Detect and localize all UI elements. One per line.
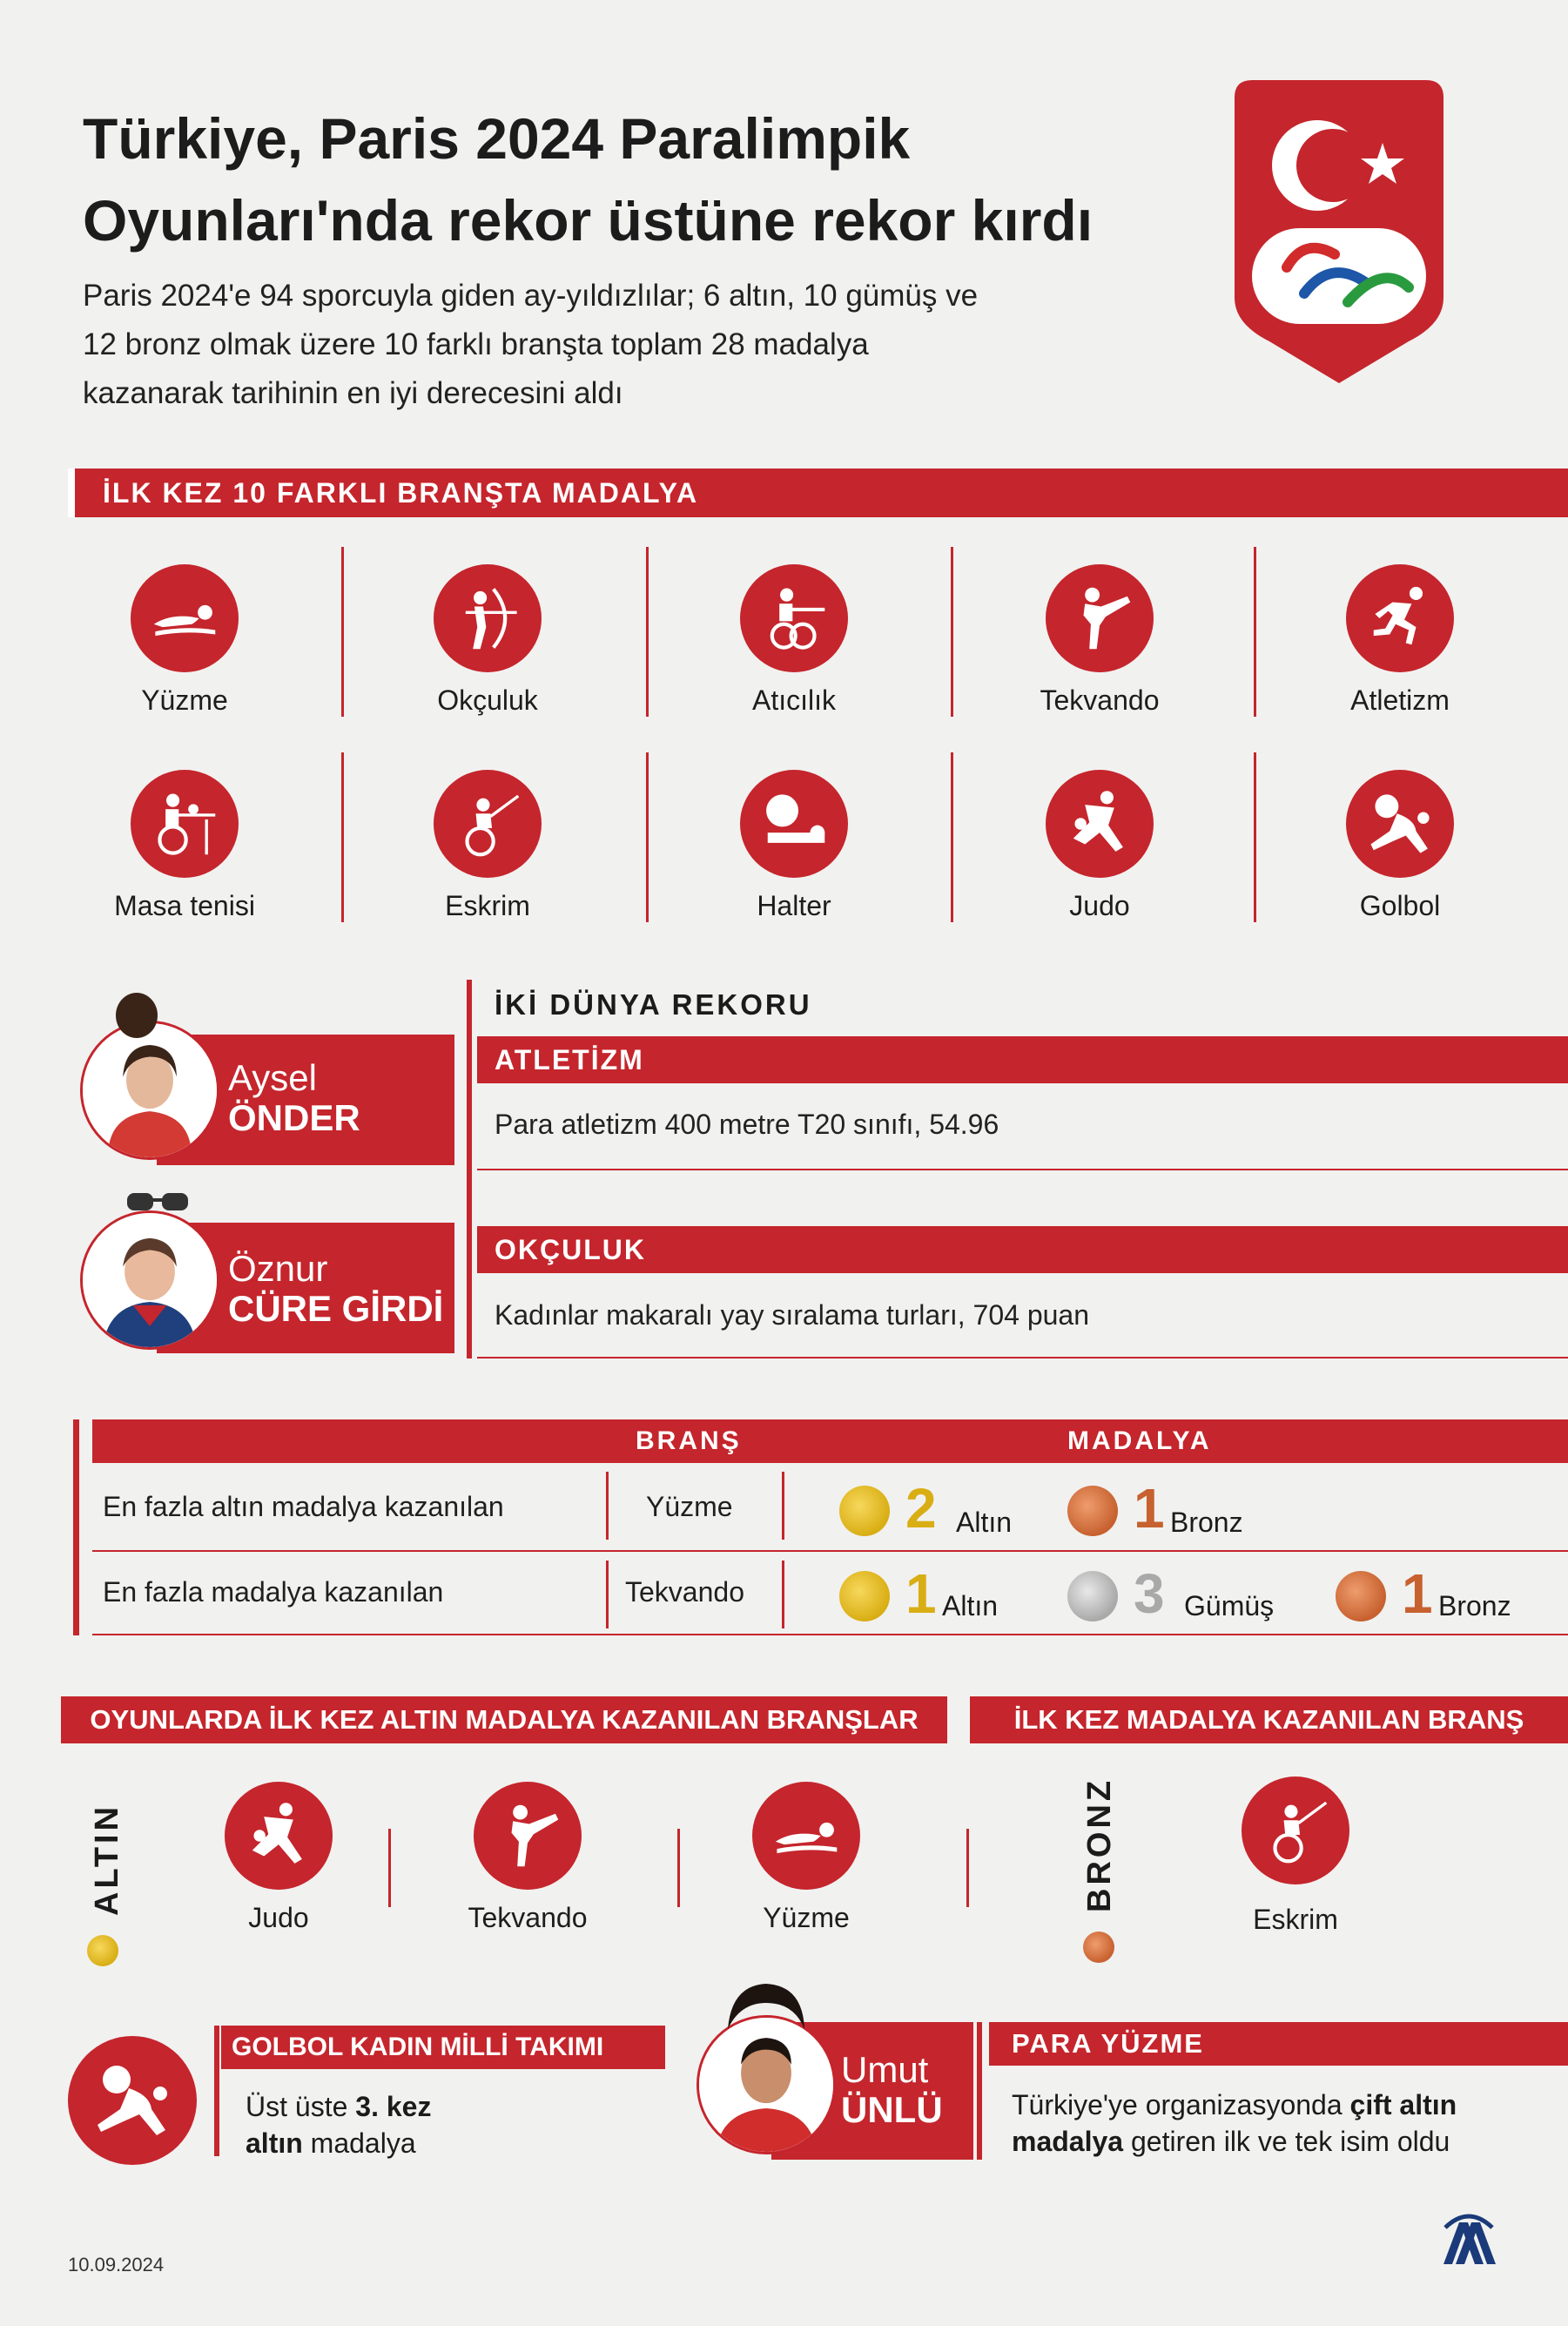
swimmer-photo	[697, 2015, 836, 2154]
goalball-icon	[68, 2036, 197, 2165]
goalball-icon	[1346, 770, 1454, 878]
record-description: Kadınlar makaralı yay sıralama turları, 704 puan	[495, 1299, 1089, 1331]
branch-label: Atıcılık	[751, 684, 836, 716]
first-gold-taekwondo	[374, 1782, 681, 1934]
branch-label: Tekvando	[1040, 684, 1160, 716]
anadolu-agency-logo	[1440, 2210, 1497, 2266]
records-heading: İKİ DÜNYA REKORU	[495, 988, 812, 1021]
branches-heading	[68, 469, 1568, 517]
swimming-icon	[131, 564, 239, 672]
goalball-bar	[214, 2026, 219, 2156]
record-underline	[477, 1169, 1568, 1170]
athletics-icon	[1346, 564, 1454, 672]
swimmer-name	[841, 2050, 943, 2130]
title-line-2: Oyunları'nda rekor üstüne rekor kırdı	[83, 188, 1094, 253]
branch-athletics	[1247, 564, 1553, 717]
swimmer-last-name: ÜNLÜ	[841, 2089, 943, 2130]
gold-word: Altın	[942, 1590, 999, 1621]
goalball-heading	[221, 2026, 665, 2069]
fencing-icon	[434, 770, 542, 878]
athlete-last-name: ÖNDER	[228, 1097, 360, 1138]
branch-swimming	[31, 564, 338, 717]
fencing-icon	[1242, 1777, 1349, 1884]
branch-label: Judo	[248, 1902, 309, 1933]
swimming-icon	[752, 1782, 860, 1890]
intro-line-3: kazanarak tarihinin en iyi derecesini aldı	[83, 376, 623, 410]
branch-label: Halter	[757, 890, 831, 921]
record-description: Para atletizm 400 metre T20 sınıfı, 54.96	[495, 1109, 999, 1140]
first-medal-heading-text: İLK KEZ MADALYA KAZANILAN BRANŞ	[1013, 1704, 1524, 1735]
athlete-name	[228, 1249, 443, 1329]
col-medal-header: MADALYA	[1067, 1426, 1212, 1455]
bronze-medal-icon	[1336, 1571, 1386, 1621]
bronze-word: Bronz	[1170, 1507, 1243, 1538]
branch-label: Eskrim	[1253, 1904, 1338, 1935]
judo-icon	[225, 1782, 333, 1890]
records-vertical-bar	[467, 980, 472, 1359]
branch-judo	[946, 770, 1253, 922]
turkish-paralympic-committee-logo	[1235, 80, 1444, 383]
swim-text-bold: çift altın	[1349, 2089, 1457, 2120]
shooting-icon	[740, 564, 848, 672]
record-underline	[477, 1357, 1568, 1359]
branch-fencing	[334, 770, 641, 922]
athlete-photo-oznur	[80, 1210, 219, 1350]
table-row-branch: Yüzme	[646, 1491, 733, 1522]
gold-vertical-label: ALTIN	[89, 1803, 125, 1916]
table-row-label: En fazla altın madalya kazanılan	[103, 1491, 504, 1522]
intro-text	[83, 272, 1127, 418]
record-sport-label: ATLETİZM	[495, 1044, 644, 1075]
first-gold-heading-text: OYUNLARDA İLK KEZ ALTIN MADALYA KAZANILAN BRANŞLAR	[90, 1704, 919, 1735]
athlete-name	[228, 1058, 360, 1138]
goalball-text-bold: altın	[246, 2127, 303, 2159]
taekwondo-icon	[474, 1782, 582, 1890]
first-medal-heading	[970, 1696, 1568, 1743]
swim-text-pre: Türkiye'ye organizasyonda	[1012, 2089, 1350, 2120]
table-row-divider	[92, 1550, 1568, 1552]
swim-bar	[977, 2022, 982, 2160]
intro-line-1: Paris 2024'e 94 sporcuyla giden ay-yıldızlılar; 6 altın, 10 gümüş ve	[83, 279, 979, 313]
first-gold-heading	[61, 1696, 947, 1743]
athlete-last-name: CÜRE GİRDİ	[228, 1288, 444, 1329]
swim-heading	[989, 2022, 1568, 2066]
branch-label: Eskrim	[445, 890, 530, 921]
table-col-divider	[782, 1561, 784, 1628]
table-bottom-line	[92, 1634, 1568, 1635]
table-col-divider	[606, 1472, 609, 1540]
table-row-branch: Tekvando	[625, 1576, 744, 1608]
page-title	[83, 98, 1215, 261]
athlete-photo-aysel	[80, 1021, 219, 1160]
hair-bun	[113, 986, 160, 1038]
goalball-text-pre: Üst üste	[246, 2091, 356, 2122]
athlete-first-name: Aysel	[228, 1057, 317, 1098]
record-sport-band-1	[477, 1036, 1568, 1083]
goalball-text-post: madalya	[302, 2127, 416, 2159]
title-line-1: Türkiye, Paris 2024 Paralimpik	[83, 106, 911, 171]
divider	[966, 1829, 969, 1907]
branches-heading-text: İLK KEZ 10 FARKLI BRANŞTA MADALYA	[103, 477, 699, 509]
branch-label: Yüzme	[141, 684, 228, 716]
branch-label: Tekvando	[468, 1902, 588, 1933]
intro-line-2: 12 bronz olmak üzere 10 farklı branşta toplam 28 madalya	[83, 327, 869, 361]
powerlifting-icon	[740, 770, 848, 878]
gold-count: 2	[905, 1477, 937, 1540]
branch-shooting	[641, 564, 947, 717]
record-sport-band-2	[477, 1226, 1568, 1273]
first-gold-swimming	[653, 1782, 959, 1934]
branch-label: Golbol	[1359, 890, 1441, 921]
table-tennis-icon	[131, 770, 239, 878]
branch-label: Okçuluk	[437, 684, 538, 716]
branch-taekwondo	[946, 564, 1253, 717]
table-col-divider	[606, 1561, 609, 1628]
bronze-vertical-label: BRONZ	[1081, 1777, 1118, 1912]
gold-count: 1	[905, 1562, 937, 1625]
bronze-medal-icon	[1067, 1486, 1118, 1536]
branch-label: Judo	[1069, 890, 1130, 921]
branch-table-tennis	[31, 770, 338, 922]
table-col-divider	[782, 1472, 784, 1540]
silver-word: Gümüş	[1184, 1590, 1275, 1621]
col-branch-header: BRANŞ	[636, 1426, 742, 1455]
swim-heading-text: PARA YÜZME	[1012, 2028, 1204, 2059]
heading-notch	[68, 469, 75, 517]
record-sport-label: OKÇULUK	[495, 1234, 646, 1265]
silver-medal-icon	[1067, 1571, 1118, 1621]
swimmer-first-name: Umut	[841, 2049, 929, 2090]
first-medal-fencing	[1142, 1777, 1449, 1936]
branch-label: Masa tenisi	[114, 890, 255, 921]
goalball-text-bold: 3. kez	[355, 2091, 432, 2122]
goalball-heading-text: GOLBOL KADIN MİLLİ TAKIMI	[232, 2033, 604, 2061]
sunglasses-on-head	[124, 1186, 193, 1217]
bronze-count: 1	[1402, 1562, 1433, 1625]
bronze-word: Bronz	[1438, 1590, 1511, 1621]
swim-text-bold: madalya	[1012, 2126, 1124, 2157]
branch-label: Yüzme	[763, 1902, 850, 1933]
bronze-count: 1	[1134, 1477, 1165, 1540]
footer-date: 10.09.2024	[68, 2254, 165, 2275]
branch-goalball	[1247, 770, 1553, 922]
goalball-text	[246, 2088, 431, 2161]
gold-medal-icon	[839, 1486, 890, 1536]
athlete-first-name: Öznur	[228, 1248, 328, 1289]
archery-icon	[434, 564, 542, 672]
taekwondo-icon	[1046, 564, 1154, 672]
table-row-label: En fazla madalya kazanılan	[103, 1576, 444, 1608]
swim-text-post: getiren ilk ve tek isim oldu	[1123, 2126, 1450, 2157]
judo-icon	[1046, 770, 1154, 878]
branch-powerlifting	[641, 770, 947, 922]
silver-count: 3	[1134, 1562, 1165, 1625]
bronze-dot-icon	[1083, 1932, 1114, 1963]
gold-dot-icon	[87, 1935, 118, 1966]
table-left-bar	[73, 1419, 79, 1635]
swimmer-hair	[719, 1977, 813, 2029]
branch-archery	[334, 564, 641, 717]
gold-word: Altın	[956, 1507, 1013, 1538]
swim-text	[1012, 2087, 1551, 2160]
table-header	[92, 1419, 1568, 1463]
branch-label: Atletizm	[1350, 684, 1450, 716]
gold-medal-icon	[839, 1571, 890, 1621]
